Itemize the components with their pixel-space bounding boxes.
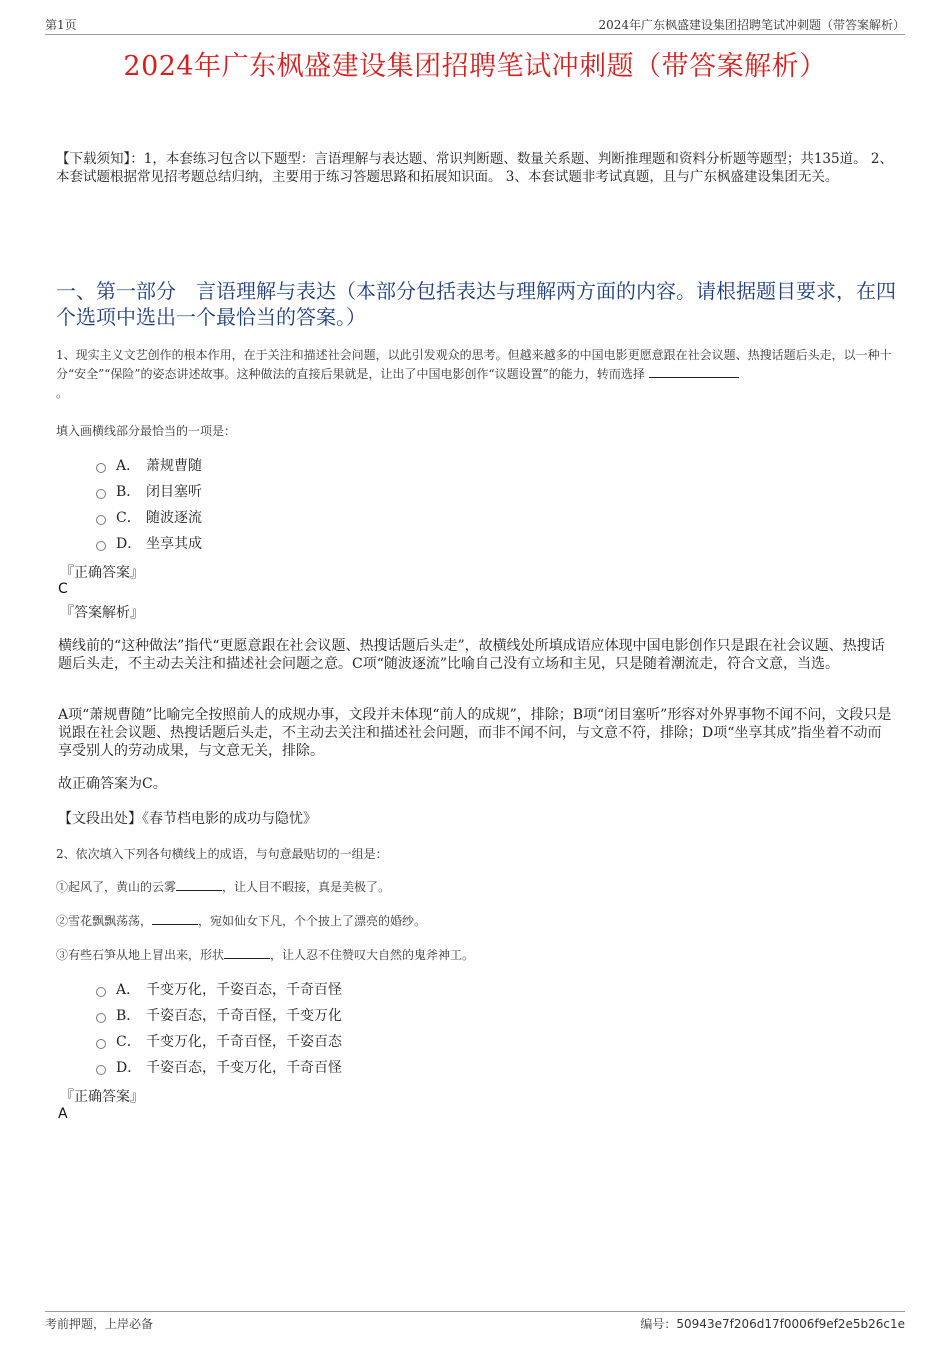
answer-blank (152, 913, 198, 925)
download-notice: 【下载须知】：1，本套练习包含以下题型：言语理解与表达题、常识判断题、数量关系题、判断推理题和资料分析题等题型；共135道。 2、本套试题根据常见招考题总结归纳，主要用于练习答题思路和拓展知识面。 3、本套试题非考试真题，且与广东枫盛建设集团无关。 (56, 151, 893, 185)
radio-icon[interactable] (96, 987, 106, 997)
question-1-stem (56, 346, 894, 403)
question-2-sentence-3: ③有些石笋从地上冒出来，形状 ，让人忍不住赞叹大自然的鬼斧神工。 (56, 948, 475, 962)
answer-label: 『正确答案』 (60, 565, 144, 581)
radio-icon[interactable] (96, 1039, 106, 1049)
question-2-stem: 2、依次填入下列各句横线上的成语，与句意最贴切的一组是： (56, 847, 388, 861)
correct-answer: C (58, 581, 68, 597)
section-heading: 一、第一部分 言语理解与表达（本部分包括表达与理解两方面的内容。请根据题目要求，在四个选项中选出一个最恰当的答案。） (56, 279, 896, 329)
header-doc-title: 2024年广东枫盛建设集团招聘笔试冲刺题（带答案解析） (598, 18, 905, 32)
option-d[interactable]: D． 千姿百态，千变万化，千奇百怪 (96, 1055, 342, 1081)
radio-icon[interactable] (96, 1013, 106, 1023)
option-a[interactable]: A． 萧规曹随 (96, 453, 202, 479)
question-1-text: 1、现实主义文艺创作的根本作用，在于关注和描述社会问题，以此引发观众的思考。但越来越多的中国电影更愿意跟在社会议题、热搜话题后头走，以一种十分“安全”“保险”的姿态讲述故事。这种做法的直接后果就是，让出了中国电影创作“议题设置”的能力，转而选择 (56, 348, 892, 381)
option-d[interactable]: D． 坐享其成 (96, 531, 202, 557)
answer-label: 『正确答案』 (60, 1089, 144, 1105)
answer-blank (224, 947, 270, 959)
option-c[interactable]: C． 随波逐流 (96, 505, 202, 531)
question-1-options (96, 453, 202, 557)
page-title: 2024年广东枫盛建设集团招聘笔试冲刺题（带答案解析） (123, 51, 827, 82)
option-b[interactable]: B． 千姿百态，千奇百怪，千变万化 (96, 1003, 342, 1029)
page-header (45, 14, 905, 35)
option-b[interactable]: B． 闭目塞听 (96, 479, 202, 505)
question-2-sentence-2: ②雪花飘飘荡荡， ，宛如仙女下凡，个个披上了漂亮的婚纱。 (56, 914, 427, 928)
option-c[interactable]: C． 千变万化，千奇百怪，千姿百态 (96, 1029, 342, 1055)
footer-slogan: 考前押题，上岸必备 (45, 1317, 154, 1331)
analysis-conclusion: 故正确答案为C。 (58, 776, 167, 792)
answer-blank (649, 365, 739, 378)
page-footer (45, 1311, 905, 1332)
analysis-paragraph-2: A项“萧规曹随”比喻完全按照前人的成规办事，文段并未体现“前人的成规”，排除；B项“闭目塞听”形容对外界事物不闻不问，文段只是说跟在社会议题、热搜话题后头走，不主动去关注和描述社会问题，而非不闻不问，与文意不符，排除；D项“坐享其成”指坐着不动而享受别人的劳动成果，与文意无关，排除。 (58, 707, 892, 759)
option-a[interactable]: A． 千变万化，千姿百态，千奇百怪 (96, 977, 342, 1003)
radio-icon[interactable] (96, 541, 106, 551)
question-1-prompt: 填入画横线部分最恰当的一项是： (56, 424, 237, 438)
question-2-options (96, 977, 342, 1081)
analysis-paragraph-1: 横线前的“这种做法”指代“更愿意跟在社会议题、热搜话题后头走”，故横线处所填成语应体现中国电影创作只是跟在社会议题、热搜话题后头走，不主动去关注和描述社会问题之意。C项“随波逐流”比喻自己没有立场和主见，只是随着潮流走，符合文意，当选。 (58, 638, 885, 672)
correct-answer: A (58, 1106, 68, 1122)
question-2-sentence-1: ①起风了，黄山的云雾 ，让人目不暇接，真是美极了。 (56, 880, 391, 894)
document-code: 编号：50943e7f206d17f0006f9ef2e5b26c1e (640, 1317, 905, 1331)
page-number: 第1页 (45, 18, 77, 32)
radio-icon[interactable] (96, 489, 106, 499)
analysis-label: 『答案解析』 (60, 605, 144, 621)
radio-icon[interactable] (96, 463, 106, 473)
passage-source: 【文段出处】《春节档电影的成功与隐忧》 (58, 811, 317, 827)
radio-icon[interactable] (96, 515, 106, 525)
answer-blank (176, 879, 222, 891)
radio-icon[interactable] (96, 1065, 106, 1075)
question-1-stem-end: 。 (56, 386, 69, 400)
